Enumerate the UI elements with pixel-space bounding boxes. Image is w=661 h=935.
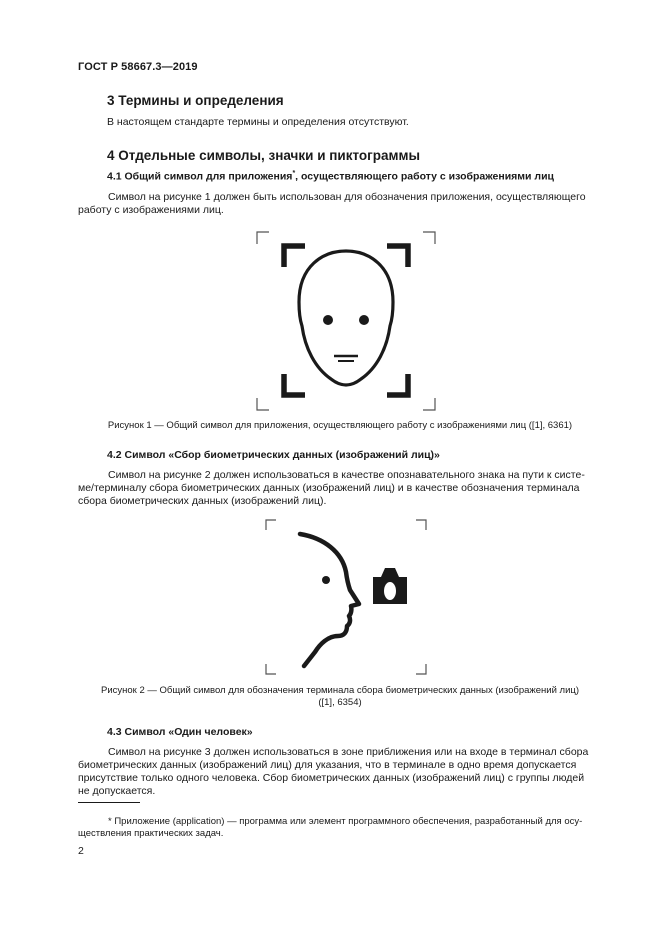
right-eye [359,315,369,325]
text-line: Символ на рисунке 2 должен использоваться в качестве опознавательного знака на пути к систе- [108,469,585,481]
frame-corner [416,664,426,674]
subsection-4-2-heading: 4.2 Символ «Сбор биометрических данных (изображений лиц)» [107,449,440,461]
text-line: сбора биометрических данных (изображений лиц). [78,495,327,507]
profile-outline [300,534,359,666]
text-line: Символ на рисунке 3 должен использоваться в зоне приближения или на входе в терминал сбора [108,746,589,758]
subsection-4-1-heading [107,170,554,183]
text-line: присутствие только одного человека. Сбор биометрических данных (изображений лиц) с группы людей [78,772,585,784]
frame-corner [266,664,276,674]
frame-corner [416,520,426,530]
figure-2-biometric-capture-icon [264,518,430,678]
footnote-separator [78,802,140,803]
profile-eye [322,576,330,584]
caption-line: ([1], 6354) [318,697,362,708]
focus-bracket [387,374,408,395]
section-4-heading: 4 Отдельные символы, значки и пиктограммы [107,148,421,163]
text-line: Символ на рисунке 1 должен быть использован для обозначения приложения, осуществляющего [108,191,586,203]
left-eye [323,315,333,325]
caption-line: Рисунок 2 — Общий символ для обозначения терминала сбора биометрических данных (изображений лиц) [100,685,579,696]
figure-1-face-recognition-icon [255,230,437,412]
section-3-text: В настоящем стандарте термины и определения отсутствуют. [107,116,409,128]
footnote-line: ществления практических задач. [78,828,224,839]
section-3-heading: 3 Термины и определения [107,93,284,108]
focus-bracket [284,374,305,395]
subsection-4-1-heading-rest: , осуществляющего работу с изображениями лиц [295,170,555,183]
subsection-4-2-text [78,469,618,508]
frame-corner [257,398,269,410]
subsection-4-1-text [78,191,618,217]
subsection-4-3-text [78,746,618,798]
head-outline [299,251,393,385]
frame-corner [423,232,435,244]
text-line: ме/терминалу сбора биометрических данных (изображений лиц) и в качестве обозначения терминала [78,482,580,494]
text-line: биометрических данных (изображений лиц) для указания, что в терминале в одно время допускается [78,759,577,771]
figure-2-caption [60,685,620,709]
frame-corner [266,520,276,530]
subsection-4-3-heading: 4.3 Символ «Один человек» [107,726,253,738]
text-line: не допускается. [78,785,156,797]
footnote-marker: * [292,170,296,177]
focus-bracket [387,246,408,267]
figure-1-caption: Рисунок 1 — Общий символ для приложения, осуществляющего работу с изображениями лиц ([1], 6361) [107,420,573,431]
document-header: ГОСТ Р 58667.3—2019 [78,61,198,73]
camera-icon [373,568,407,604]
text-line: работу с изображениями лиц. [78,204,224,216]
page-number: 2 [78,845,84,857]
subsection-4-1-heading-text: 4.1 Общий символ для приложения [107,170,293,183]
focus-bracket [284,246,305,267]
footnote [78,816,618,840]
frame-corner [257,232,269,244]
frame-corner [423,398,435,410]
footnote-line: * Приложение (application) — программа или элемент программного обеспечения, разработанный для осу- [108,816,583,827]
